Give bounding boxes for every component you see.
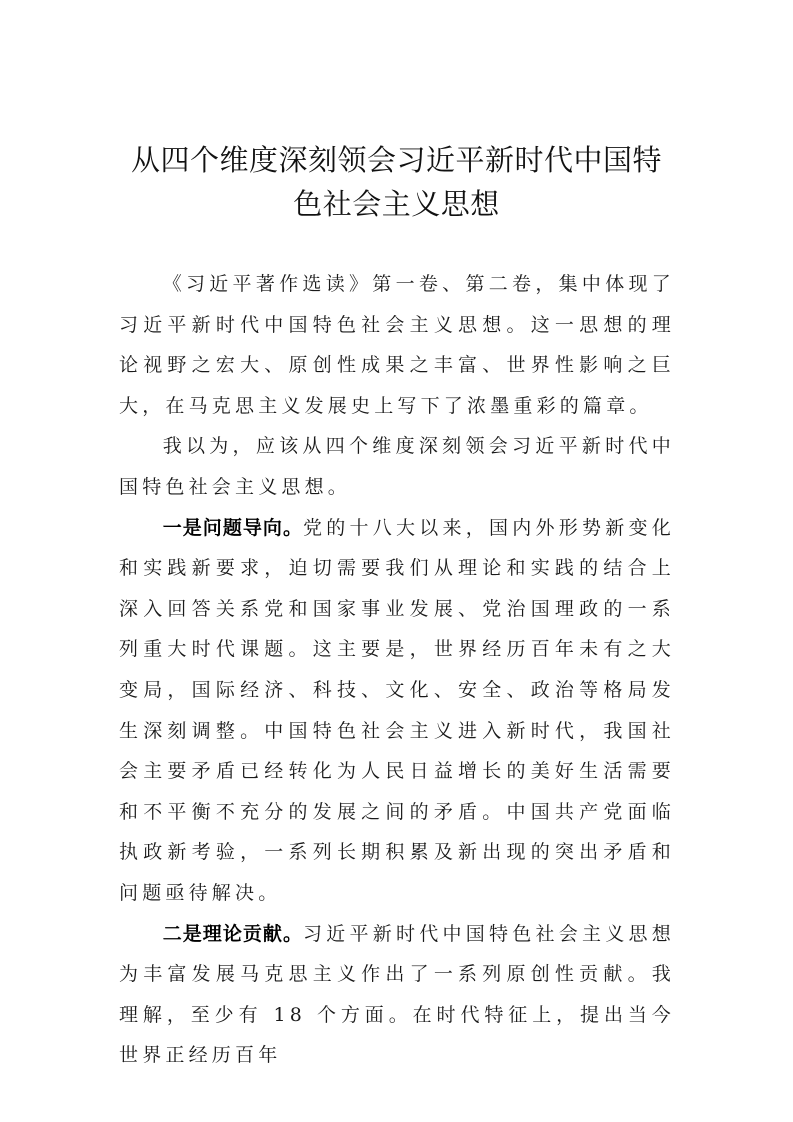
paragraph-lead: 一是问题导向。 <box>162 516 304 539</box>
paragraph-point-two <box>119 914 675 1076</box>
title-line-1: 从四个维度深刻领会习近平新时代中国特 <box>130 143 662 177</box>
paragraph-text: 党的十八大以来，国内外形势新变化和实践新要求，迫切需要我们从理论和实践的结合上深入回答关系党和国家事业发展、党治国理政的一系列重大时代课题。这主要是，世界经历百年未有之大变局，国际经济、科技、文化、安全、政治等格局发生深刻调整。中国特色社会主义进入新时代，我国社会主要矛盾已经转化为人民日益增长的美好生活需要和不平衡不充分的发展之间的矛盾。中国共产党面临执政新考验，一系列长期积累及新出现的突出矛盾和问题亟待解决。 <box>119 516 675 904</box>
paragraph-lead: 二是理论贡献。 <box>162 922 304 945</box>
paragraph-text: 《习近平著作选读》第一卷、第二卷，集中体现了习近平新时代中国特色社会主义思想。这一思想的理论视野之宏大、原创性成果之丰富、世界性影响之巨大，在马克思主义发展史上写下了浓墨重彩的篇章。 <box>119 273 675 417</box>
paragraph-text: 习近平新时代中国特色社会主义思想为丰富发展马克思主义作出了一系列原创性贡献。我理解，至少有 18 个方面。在时代特征上，提出当今世界正经历百年 <box>119 922 675 1067</box>
paragraph-point-one <box>119 508 675 914</box>
title-line-2: 色社会主义思想 <box>293 187 500 221</box>
document-body <box>119 264 675 1076</box>
document-title <box>100 138 693 226</box>
paragraph-text: 我以为，应该从四个维度深刻领会习近平新时代中国特色社会主义思想。 <box>119 435 675 498</box>
paragraph-intro <box>119 264 675 426</box>
paragraph-thesis <box>119 426 675 507</box>
